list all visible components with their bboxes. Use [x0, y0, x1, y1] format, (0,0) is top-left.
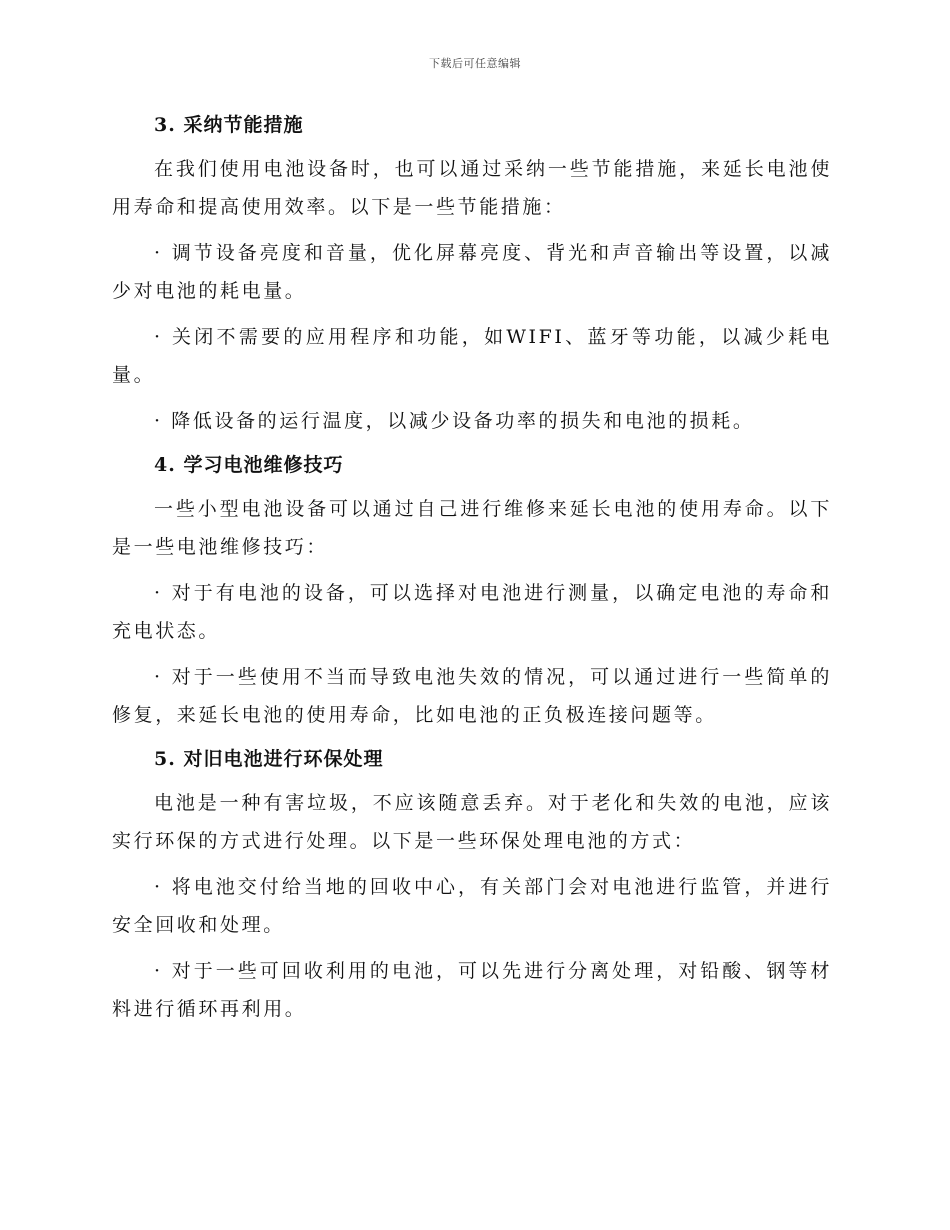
section-heading: 3. 采纳节能措施 — [154, 114, 304, 136]
section-heading: 5. 对旧电池进行环保处理 — [154, 748, 384, 770]
section-heading: 4. 学习电池维修技巧 — [154, 454, 344, 476]
section-energy-saving — [112, 108, 832, 440]
section-intro: 在我们使用电池设备时，也可以通过采纳一些节能措施，来延长电池使用寿命和提高使用效率。以下是一些节能措施： — [112, 158, 832, 218]
document-body — [112, 108, 832, 1036]
bullet-item: · 降低设备的运行温度，以减少设备功率的损失和电池的损耗。 — [154, 410, 755, 432]
section-intro: 电池是一种有害垃圾，不应该随意丢弃。对于老化和失效的电池，应该实行环保的方式进行处理。以下是一些环保处理电池的方式： — [112, 792, 832, 852]
bullet-item: · 调节设备亮度和音量，优化屏幕亮度、背光和声音输出等设置，以减少对电池的耗电量。 — [112, 242, 832, 302]
section-eco-disposal — [112, 742, 832, 1028]
bullet-item: · 对于一些使用不当而导致电池失效的情况，可以通过进行一些简单的修复，来延长电池的使用寿命，比如电池的正负极连接问题等。 — [112, 666, 832, 726]
section-intro: 一些小型电池设备可以通过自己进行维修来延长电池的使用寿命。以下是一些电池维修技巧： — [112, 498, 832, 558]
bullet-item: · 对于一些可回收利用的电池，可以先进行分离处理，对铅酸、钢等材料进行循环再利用。 — [112, 960, 832, 1020]
bullet-item: · 将电池交付给当地的回收中心，有关部门会对电池进行监管，并进行安全回收和处理。 — [112, 876, 832, 936]
section-repair-skills — [112, 448, 832, 734]
bullet-item: · 关闭不需要的应用程序和功能，如WIFI、蓝牙等功能，以减少耗电量。 — [112, 326, 832, 386]
bullet-item: · 对于有电池的设备，可以选择对电池进行测量，以确定电池的寿命和充电状态。 — [112, 582, 832, 642]
header-note: 下载后可任意编辑 — [429, 57, 521, 70]
